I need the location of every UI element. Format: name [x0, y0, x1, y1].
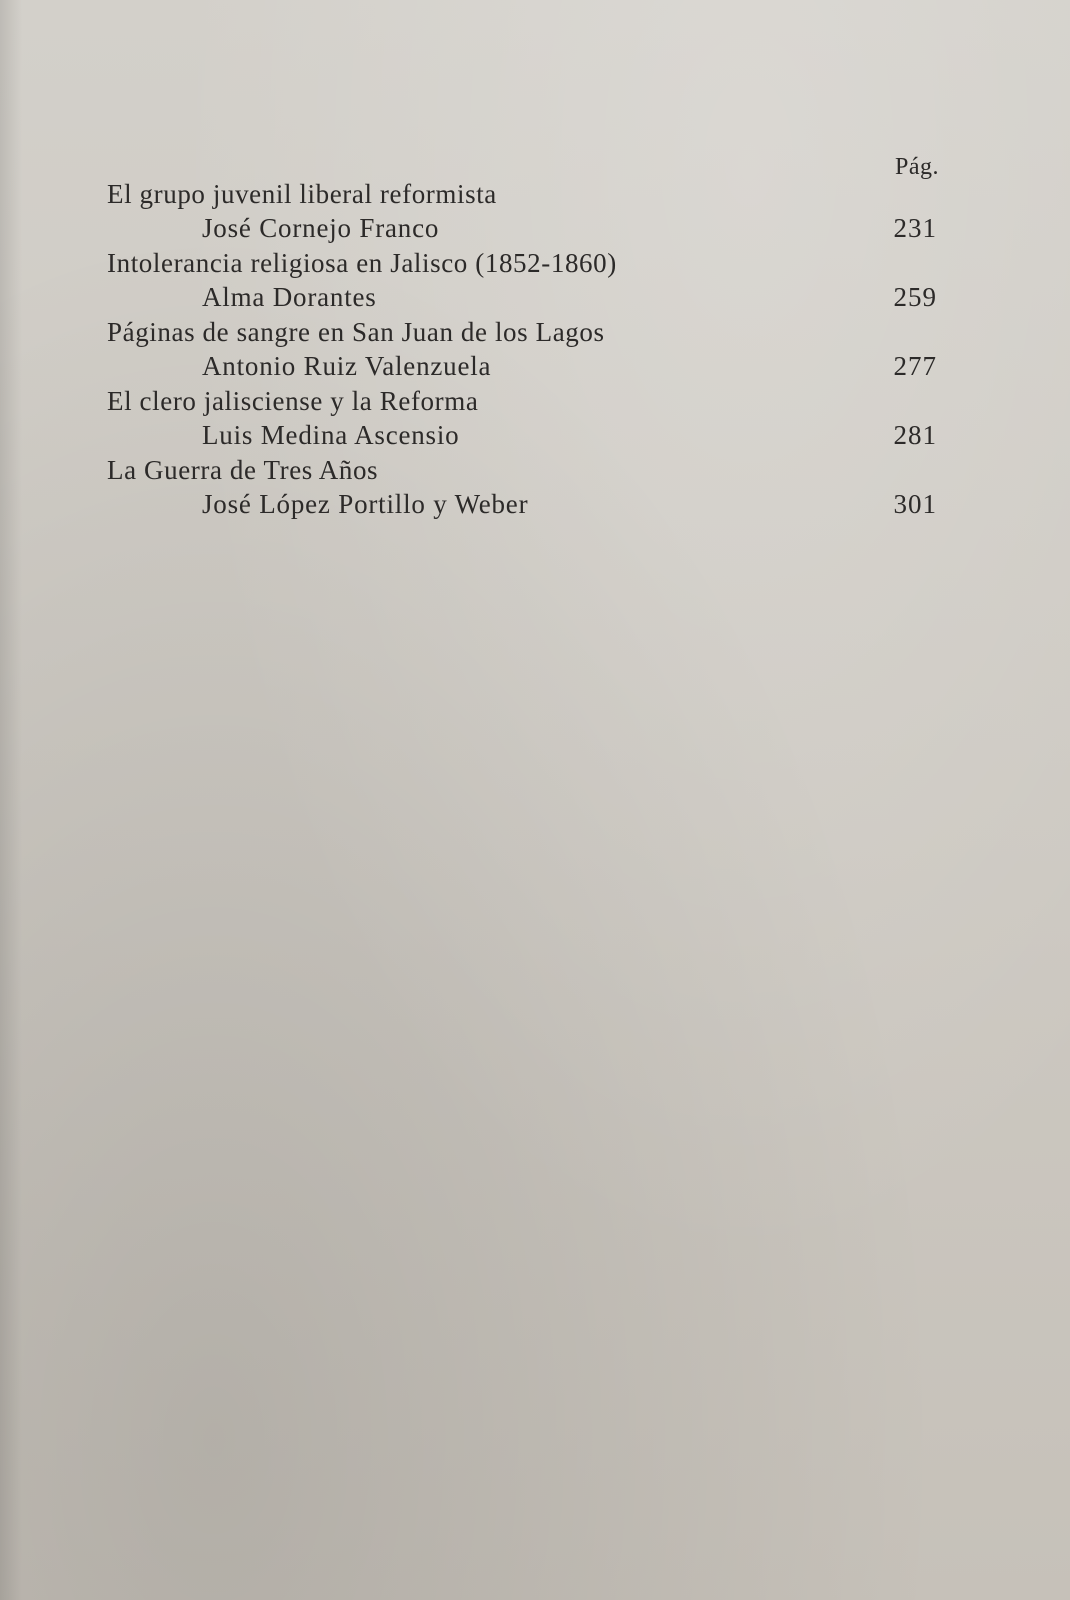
toc-entry: [107, 315, 937, 384]
toc-entry: [107, 246, 937, 315]
entry-page-number: 281: [893, 420, 937, 450]
toc-entry: [107, 453, 937, 522]
entry-title: El grupo juvenil liberal reformista: [107, 179, 497, 209]
toc-entries: [107, 177, 937, 522]
toc-entry: [107, 177, 937, 246]
entry-author: Antonio Ruiz Valenzuela: [202, 351, 492, 381]
entry-author: José López Portillo y Weber: [202, 489, 529, 519]
entry-title: La Guerra de Tres Años: [107, 455, 379, 485]
entry-author: Alma Dorantes: [202, 282, 377, 312]
toc-entry: [107, 384, 937, 453]
page-binding-shadow: [0, 0, 22, 1600]
entry-title: Páginas de sangre en San Juan de los Lagos: [107, 317, 605, 347]
entry-page-number: 231: [893, 213, 937, 243]
entry-author: Luis Medina Ascensio: [202, 420, 460, 450]
entry-page-number: 259: [893, 282, 937, 312]
entry-author: José Cornejo Franco: [202, 213, 440, 243]
entry-title: Intolerancia religiosa en Jalisco (1852-1860): [107, 248, 617, 278]
entry-page-number: 277: [893, 351, 937, 381]
entry-page-number: 301: [893, 489, 937, 519]
entry-title: El clero jalisciense y la Reforma: [107, 386, 479, 416]
page-column-header: Pág.: [895, 154, 939, 180]
